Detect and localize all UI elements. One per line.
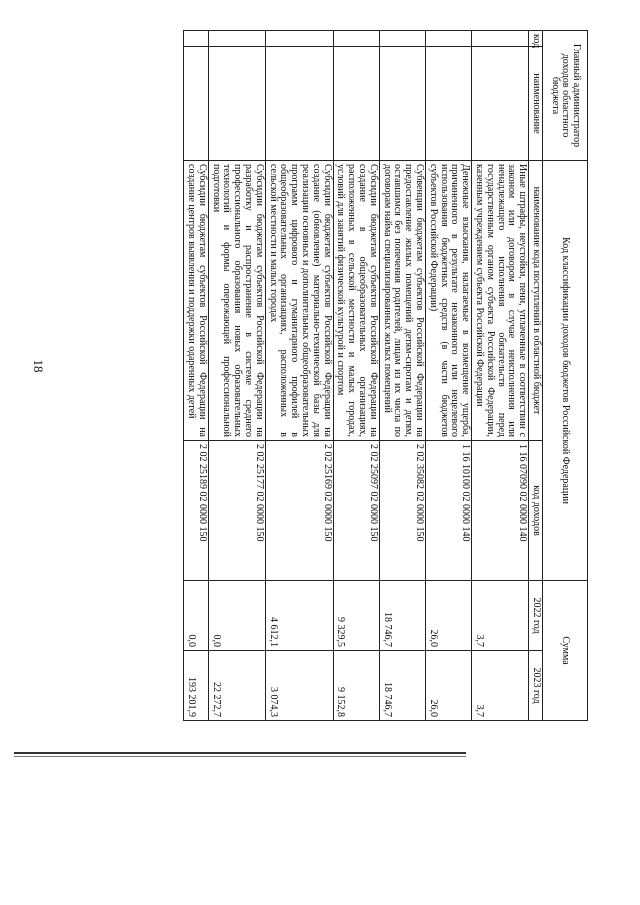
admin-code-cell: [333, 31, 379, 47]
admin-code-cell: [472, 31, 529, 47]
sum-2023-cell: 22 272,7: [208, 651, 265, 721]
divider-line: [14, 752, 466, 754]
income-name-cell: Субсидии бюджетам субъектов Российской Федерации на создание (обновление) материально-технической базы для реализации основных и дополнительных общеобразовательных программ цифрового и гуманитарного профилей в общеобразовательных организациях, расположенных в сельской местности и малых городах: [265, 161, 333, 441]
admin-code-cell: [426, 31, 472, 47]
sum-2022-cell: 18 746,7: [379, 581, 425, 651]
header-col-income-name: наименование кода поступлений в областной бюджет: [529, 161, 543, 441]
income-name-cell: Субвенции бюджетам субъектов Российской Федерации на предоставление жилых помещений детям-сиротам и детям, оставшимся без попечения родителей, лицам из их числа по договорам найма специализированных жилых помещений: [379, 161, 425, 441]
page-number: 18: [31, 359, 46, 373]
income-code-cell: 1 16 07090 02 0000 140: [472, 441, 529, 581]
table-row: [333, 31, 379, 721]
header-col-code: код: [529, 31, 543, 47]
income-name-cell: Субсидии бюджетам субъектов Российской Федерации на разработку и распространение в системе среднего профессионального образования новых образовательных технологий и формы опережающей профессиональной подготовки: [208, 161, 265, 441]
sum-2023-cell: 3,7: [472, 651, 529, 721]
table-row: [472, 31, 529, 721]
table-row: [184, 31, 209, 721]
header-classification-group: Код классификации доходов бюджетов Российской Федерации: [543, 161, 588, 581]
header-col-income-code: код доходов: [529, 441, 543, 581]
table-row: [265, 31, 333, 721]
income-name-cell: Субсидии бюджетам субъектов Российской Федерации на создание центров выявления и поддержки одаренных детей: [184, 161, 209, 441]
table-row: [208, 31, 265, 721]
admin-code-cell: [265, 31, 333, 47]
income-code-cell: 1 16 10100 02 0000 140: [426, 441, 472, 581]
sum-2022-cell: 0,0: [184, 581, 209, 651]
income-name-cell: Денежные взыскания, налагаемые в возмещение ущерба, причиненного в результате незаконного или нецелевого использования бюджетных средств (в части бюджетов субъектов Российской Федерации): [426, 161, 472, 441]
sum-2023-cell: 3 074,3: [265, 651, 333, 721]
sum-2022-cell: 3,7: [472, 581, 529, 651]
income-classification-table: [183, 30, 588, 721]
header-col-2023: 2023 год: [529, 651, 543, 721]
sum-2022-cell: 9 329,5: [333, 581, 379, 651]
admin-name-cell: [265, 47, 333, 161]
header-col-name: наименование: [529, 47, 543, 161]
header-col-2022: 2022 год: [529, 581, 543, 651]
header-admin-group: Главный администратор доходов областного бюджета: [543, 31, 588, 161]
income-code-cell: 2 02 25097 02 0000 150: [333, 441, 379, 581]
admin-code-cell: [379, 31, 425, 47]
table-row: [379, 31, 425, 721]
divider-line-thin: [14, 756, 466, 757]
admin-code-cell: [208, 31, 265, 47]
income-code-cell: 2 02 25189 02 0000 150: [184, 441, 209, 581]
sum-2023-cell: 9 152,8: [333, 651, 379, 721]
admin-name-cell: [379, 47, 425, 161]
admin-name-cell: [472, 47, 529, 161]
rotated-table-container: [93, 30, 588, 720]
income-code-cell: 2 02 25177 02 0000 150: [208, 441, 265, 581]
admin-code-cell: [184, 31, 209, 47]
income-name-cell: Иные штрафы, неустойки, пени, уплаченные в соответствии с законом или договором в случае неисполнения или ненадлежащего исполнения обязательств перед государственным органом субъекта Российской Федерации, казенным учреждением субъекта Российской Федерации: [472, 161, 529, 441]
income-name-cell: Субсидии бюджетам субъектов Российской Федерации на создание в общеобразовательных организациях, расположенных в сельской местности и малых городах, условий для занятий физической культурой и спортом: [333, 161, 379, 441]
sum-2022-cell: 26,0: [426, 581, 472, 651]
header-sum-group: Сумма: [543, 581, 588, 721]
admin-name-cell: [333, 47, 379, 161]
sum-2023-cell: 26,0: [426, 651, 472, 721]
sum-2023-cell: 193 201,9: [184, 651, 209, 721]
income-code-cell: 2 02 35082 02 0000 150: [379, 441, 425, 581]
income-code-cell: 2 02 25169 02 0000 150: [265, 441, 333, 581]
sum-2022-cell: 0,0: [208, 581, 265, 651]
admin-name-cell: [426, 47, 472, 161]
table-row: [426, 31, 472, 721]
sum-2022-cell: 4 612,1: [265, 581, 333, 651]
sum-2023-cell: 18 746,7: [379, 651, 425, 721]
admin-name-cell: [208, 47, 265, 161]
admin-name-cell: [184, 47, 209, 161]
